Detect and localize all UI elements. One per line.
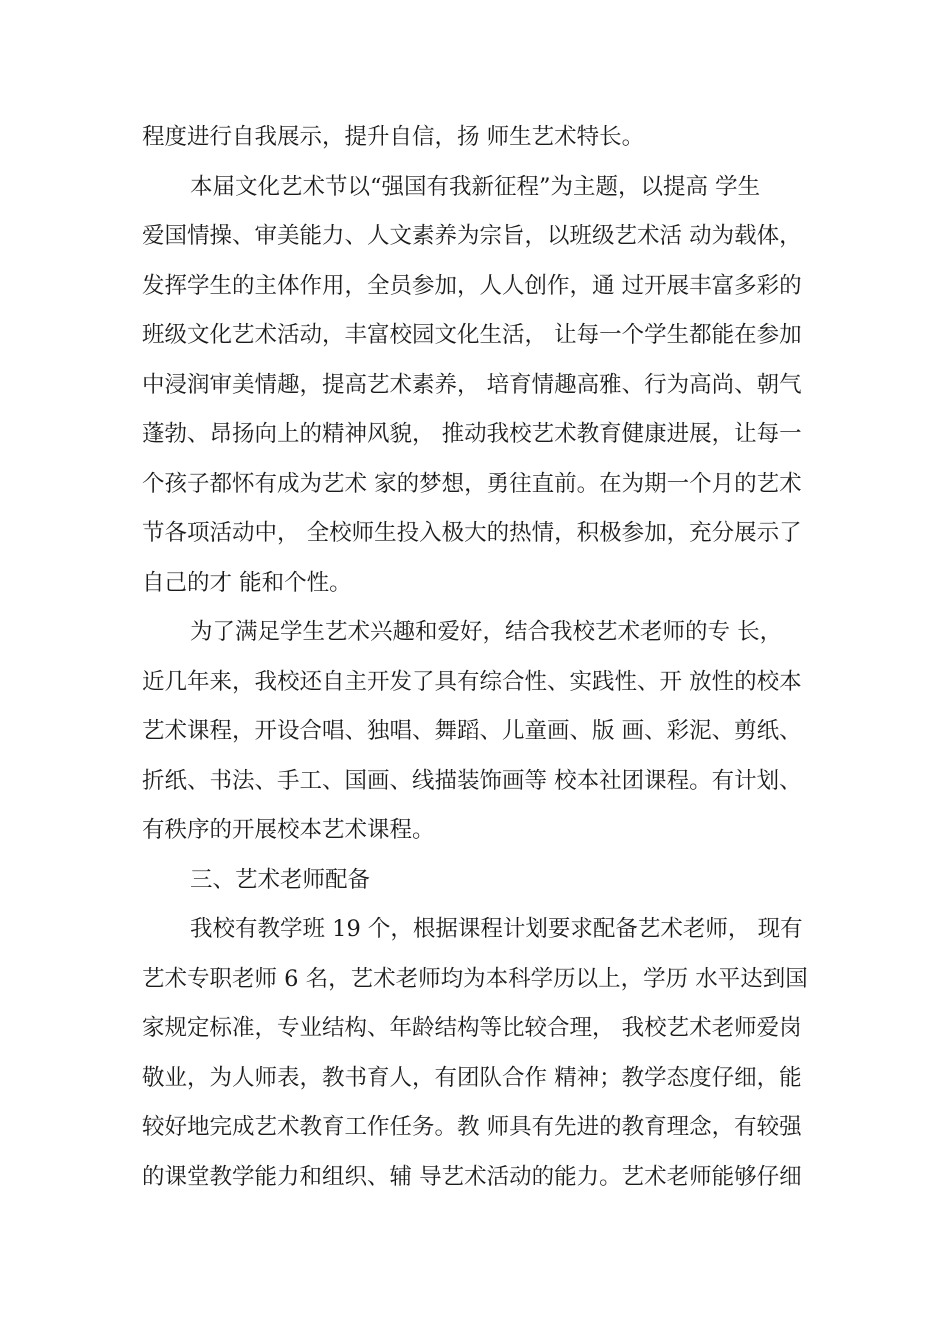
text-line: 中浸润审美情趣，提高艺术素养， 培育情趣高雅、行为高尚、朝气 [142,371,802,398]
paragraph-first-line: 本届文化艺术节以“强国有我新征程”为主题，以提高 学生 [190,173,761,200]
text-line: 程度进行自我展示，提升自信，扬 师生艺术特长。 [142,124,645,150]
text-line: 爱国情操、审美能力、人文素养为宗旨，以班级艺术活 动为载体， [142,223,802,249]
text-line: 近几年来，我校还自主开发了具有综合性、实践性、开 放性的校本 [142,668,802,695]
text-line: 节各项活动中， 全校师生投入极大的热情，积极参加，充分展示了 [142,520,802,546]
text-line: 艺术课程，开设合唱、独唱、舞蹈、儿童画、版 画、彩泥、剪纸、 [142,718,802,744]
text-line: 折纸、书法、手工、国画、线描装饰画等 校本社团课程。有计划、 [142,767,802,794]
text-line: 蓬勃、昂扬向上的精神风貌， 推动我校艺术教育健康进展，让每一 [142,421,802,447]
text-line: 个孩子都怀有成为艺术 家的梦想，勇往直前。在为期一个月的艺术 [142,470,802,497]
text-line: 较好地完成艺术教育工作任务。教 师具有先进的教育理念，有较强 [142,1114,802,1140]
text-line: 敬业，为人师表，教书育人，有团队合作 精神；教学态度仔细，能 [142,1064,802,1091]
section-heading: 三、艺术老师配备 [190,866,371,893]
paragraph-first-line: 我校有教学班 19 个，根据课程计划要求配备艺术老师， 现有 [190,916,803,942]
text-line: 发挥学生的主体作用，全员参加，人人创作，通 过开展丰富多彩的 [142,272,802,299]
text-line: 家规定标准，专业结构、年龄结构等比较合理， 我校艺术老师爱岗 [142,1015,802,1041]
text-line: 有秩序的开展校本艺术课程。 [142,817,435,843]
paragraph-first-line: 为了满足学生艺术兴趣和爱好，结合我校艺术老师的专 长， [190,619,783,645]
text-line: 班级文化艺术活动，丰富校园文化生活， 让每一个学生都能在参加 [142,322,802,348]
text-line: 自己的才 能和个性。 [142,569,352,596]
text-line: 的课堂教学能力和组织、辅 导艺术活动的能力。艺术老师能够仔细 [142,1163,802,1190]
text-line: 艺术专职老师 6 名，艺术老师均为本科学历以上，学历 水平达到国 [142,965,808,992]
document-body [142,113,832,1202]
